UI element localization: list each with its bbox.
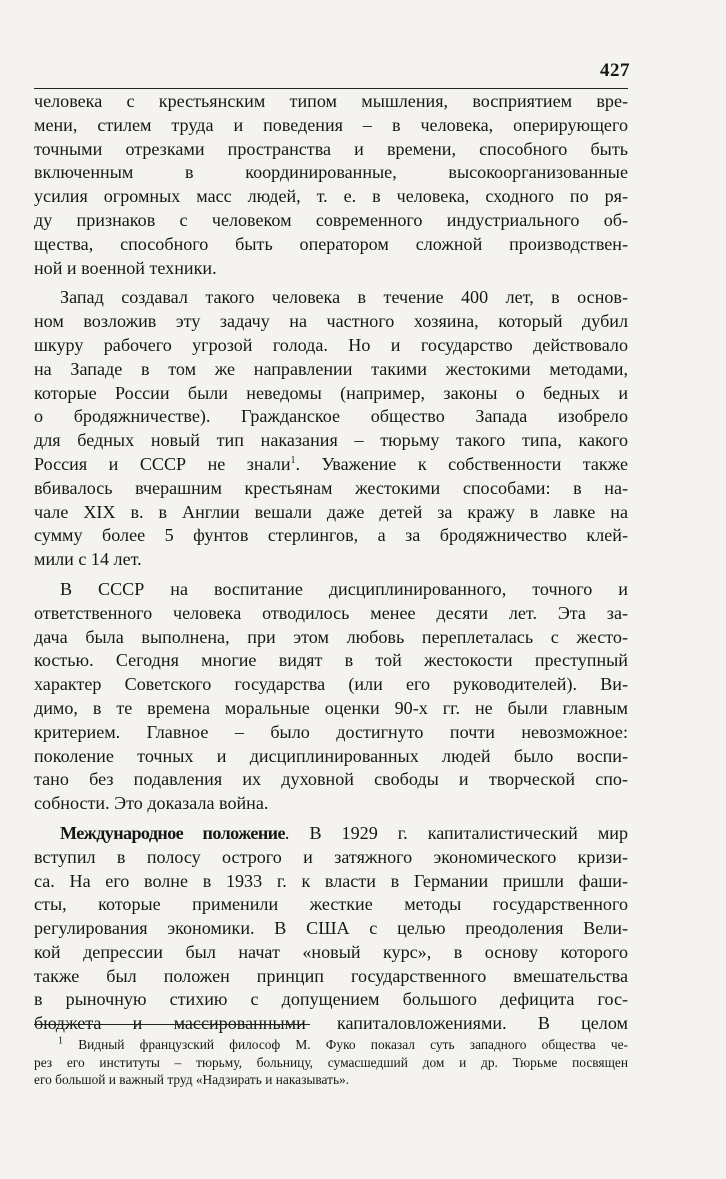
paragraph-4 bbox=[34, 822, 628, 1036]
text-line: в рыночную стихию с допущением большого дефицита гос- bbox=[34, 989, 628, 1010]
text-line: сты, которые применили жесткие методы государственного bbox=[34, 894, 628, 915]
text-segment: Видный французский философ М. Фуко показал суть западного общества че- bbox=[63, 1037, 628, 1052]
text-line: собности. Это доказала война. bbox=[34, 793, 269, 814]
text-line: также был положен принцип государственного вмешательства bbox=[34, 965, 628, 986]
text-line: сумму более 5 фунтов стерлингов, а за бродяжничество клей- bbox=[34, 525, 628, 546]
text-line: мили с 14 лет. bbox=[34, 549, 142, 570]
page-number: 427 bbox=[600, 60, 630, 81]
text-line: человека с крестьянским типом мышления, восприятием вре- bbox=[34, 91, 628, 111]
text-line: поколение точных и дисциплинированных людей было воспи- bbox=[34, 745, 628, 766]
text-line: бюджета и массированными капиталовложениями. В целом bbox=[34, 1013, 628, 1034]
text-line bbox=[34, 453, 628, 477]
text-line: В СССР на воспитание дисциплинированного, точного и bbox=[60, 578, 628, 599]
text-line: на Западе в том же направлении такими жестокими методами, bbox=[34, 358, 628, 379]
header-rule bbox=[34, 88, 628, 89]
text-line: ответственного человека отводилось менее десяти лет. Эта за- bbox=[34, 602, 628, 623]
text-line: Запад создавал такого человека в течение 400 лет, в основ- bbox=[60, 287, 628, 308]
footnote bbox=[34, 1036, 628, 1089]
text-line: вбивалось вчерашним крестьянам жестокими способами: в на- bbox=[34, 477, 628, 498]
text-line: мени, стилем труда и поведения – в человека, оперирующего bbox=[34, 114, 628, 135]
text-line: точными отрезками пространства и времени, способного быть bbox=[34, 138, 628, 159]
text-line: шкуру рабочего угрозой голода. Но и государство действовало bbox=[34, 334, 628, 355]
text-segment: . В 1929 г. капиталистический мир bbox=[284, 822, 628, 843]
text-line: вступил в полосу острого и затяжного экономического кризи- bbox=[34, 846, 628, 867]
text-line: ной и военной техники. bbox=[34, 257, 217, 278]
text-line: чале XIX в. в Англии вешали даже детей за кражу в лавке на bbox=[34, 501, 628, 522]
text-line: характер Советского государства (или его руководителей). Ви- bbox=[34, 674, 628, 695]
footnote-line: его большой и важный труд «Надзирать и наказывать». bbox=[34, 1072, 350, 1087]
text-line: ду признаков с человеком современного индустриального об- bbox=[34, 209, 628, 230]
text-line: регулирования экономики. В США с целью преодоления Вели- bbox=[34, 918, 628, 939]
text-line: димо, в те времена моральные оценки 90-х гг. не были главным bbox=[34, 697, 628, 718]
paragraph-2 bbox=[34, 286, 628, 572]
section-heading: Международное положение bbox=[60, 822, 285, 843]
text-line: кой депрессии был начат «новый курс», в основу которого bbox=[34, 941, 628, 962]
text-line bbox=[34, 822, 628, 846]
text-line: дача была выполнена, при этом любовь переплеталась с жесто- bbox=[34, 626, 628, 647]
paragraph-1 bbox=[34, 90, 628, 280]
text-line: ном возложив эту задачу на частного хозяина, который дубил bbox=[34, 311, 628, 332]
text-line: о бродяжничестве). Гражданское общество Запада изобрело bbox=[34, 406, 628, 427]
footnote-line: рез его институты – тюрьму, больницу, сумасшедший дом и др. Тюрьме посвящен bbox=[34, 1054, 628, 1070]
text-line: критерием. Главное – было достигнуто почти невозможное: bbox=[34, 721, 628, 742]
text-line: са. На его волне в 1933 г. к власти в Германии пришли фаши- bbox=[34, 870, 628, 891]
text-line: усилия огромных масс людей, т. е. в человека, сходного по ря- bbox=[34, 186, 628, 207]
paragraph-3 bbox=[34, 578, 628, 816]
body-text bbox=[34, 90, 628, 1036]
text-line: щества, способного быть оператором сложной производствен- bbox=[34, 233, 628, 254]
text-line: включенным в координированные, высокоорганизованные bbox=[34, 162, 628, 183]
footnote-marker: 1 bbox=[58, 1035, 63, 1047]
footnote-line bbox=[34, 1036, 628, 1054]
footnote-rule bbox=[34, 1024, 310, 1025]
text-line: которые России были неведомы (например, законы о бедных и bbox=[34, 382, 628, 403]
text-segment: . Уважение к собственности также bbox=[295, 453, 629, 474]
text-segment: Россия и СССР не знали bbox=[34, 453, 291, 474]
text-line: костью. Сегодня многие видят в той жестокости преступный bbox=[34, 650, 628, 671]
text-line: для бедных новый тип наказания – тюрьму такого типа, какого bbox=[34, 430, 628, 451]
text-line: тано без подавления их духовной свободы и творческой спо- bbox=[34, 769, 628, 790]
footnote-reference[interactable]: 1 bbox=[290, 454, 296, 466]
